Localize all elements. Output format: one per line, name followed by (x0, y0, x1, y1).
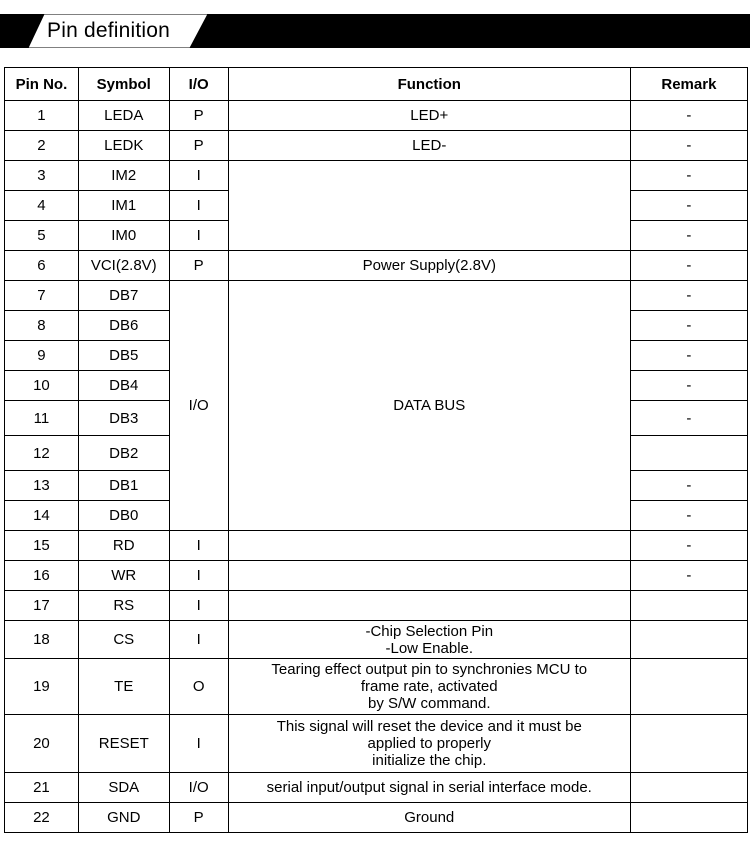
remark: - (630, 371, 747, 401)
remark: - (630, 311, 747, 341)
remark: - (630, 531, 747, 561)
section-title: Pin definition (47, 19, 171, 42)
remark: - (630, 131, 747, 161)
function: Ground (228, 803, 630, 833)
function (228, 591, 630, 621)
remark: - (630, 561, 747, 591)
io: I/O (169, 773, 228, 803)
section-title-bar (0, 14, 750, 48)
remark: - (630, 221, 747, 251)
function: Power Supply(2.8V) (228, 251, 630, 281)
remark: - (630, 191, 747, 221)
remark: - (630, 401, 747, 436)
remark (630, 621, 747, 659)
pin-no: 7 (5, 281, 79, 311)
pin-no: 21 (5, 773, 79, 803)
pin-no: 4 (5, 191, 79, 221)
function: This signal will reset the device and it must be applied to properly initialize the chip. (228, 715, 630, 773)
pin-no: 22 (5, 803, 79, 833)
io: I (169, 561, 228, 591)
table-row (5, 773, 748, 803)
table-row (5, 803, 748, 833)
remark: - (630, 501, 747, 531)
symbol: GND (78, 803, 169, 833)
remark: - (630, 101, 747, 131)
table-row (5, 659, 748, 715)
symbol: IM1 (78, 191, 169, 221)
pin-no: 9 (5, 341, 79, 371)
pin-no: 17 (5, 591, 79, 621)
symbol: DB3 (78, 401, 169, 436)
remark (630, 436, 747, 471)
io: P (169, 131, 228, 161)
io: P (169, 101, 228, 131)
remark: - (630, 251, 747, 281)
symbol: DB1 (78, 471, 169, 501)
io: P (169, 251, 228, 281)
symbol: LEDA (78, 101, 169, 131)
symbol: DB0 (78, 501, 169, 531)
io: P (169, 803, 228, 833)
io: I (169, 715, 228, 773)
remark (630, 659, 747, 715)
function: -Chip Selection Pin -Low Enable. (228, 621, 630, 659)
io: I (169, 621, 228, 659)
function (228, 561, 630, 591)
symbol: RD (78, 531, 169, 561)
header-pin-no: Pin No. (5, 68, 79, 101)
table-row (5, 531, 748, 561)
pin-no: 5 (5, 221, 79, 251)
symbol: WR (78, 561, 169, 591)
pin-no: 13 (5, 471, 79, 501)
remark: - (630, 161, 747, 191)
header-function: Function (228, 68, 630, 101)
table-row (5, 131, 748, 161)
io: I/O (169, 281, 228, 531)
header-io: I/O (169, 68, 228, 101)
header-symbol: Symbol (78, 68, 169, 101)
symbol: RS (78, 591, 169, 621)
symbol: DB2 (78, 436, 169, 471)
function: serial input/output signal in serial interface mode. (228, 773, 630, 803)
function: Tearing effect output pin to synchronies MCU to frame rate, activated by S/W command. (228, 659, 630, 715)
pin-no: 19 (5, 659, 79, 715)
symbol: RESET (78, 715, 169, 773)
pin-no: 20 (5, 715, 79, 773)
pin-no: 10 (5, 371, 79, 401)
remark (630, 715, 747, 773)
function: DATA BUS (228, 281, 630, 531)
function (228, 161, 630, 251)
pin-no: 2 (5, 131, 79, 161)
io: I (169, 591, 228, 621)
remark: - (630, 341, 747, 371)
symbol: VCI(2.8V) (78, 251, 169, 281)
pin-no: 8 (5, 311, 79, 341)
pin-definition-table (4, 67, 748, 833)
table-row (5, 161, 748, 191)
function (228, 531, 630, 561)
pin-no: 3 (5, 161, 79, 191)
table-row (5, 251, 748, 281)
table-header-row (5, 68, 748, 101)
io: O (169, 659, 228, 715)
symbol: DB5 (78, 341, 169, 371)
pin-no: 15 (5, 531, 79, 561)
pin-no: 18 (5, 621, 79, 659)
pin-no: 11 (5, 401, 79, 436)
symbol: DB4 (78, 371, 169, 401)
symbol: LEDK (78, 131, 169, 161)
symbol: IM2 (78, 161, 169, 191)
remark (630, 773, 747, 803)
remark (630, 803, 747, 833)
io: I (169, 531, 228, 561)
remark (630, 591, 747, 621)
pin-no: 6 (5, 251, 79, 281)
pin-no: 14 (5, 501, 79, 531)
remark: - (630, 281, 747, 311)
pin-no: 16 (5, 561, 79, 591)
symbol: SDA (78, 773, 169, 803)
table-row (5, 591, 748, 621)
table-row (5, 281, 748, 311)
function: LED+ (228, 101, 630, 131)
pin-no: 1 (5, 101, 79, 131)
table-row (5, 561, 748, 591)
table-row (5, 621, 748, 659)
symbol: CS (78, 621, 169, 659)
table-row (5, 715, 748, 773)
remark: - (630, 471, 747, 501)
function: LED- (228, 131, 630, 161)
header-remark: Remark (630, 68, 747, 101)
symbol: DB6 (78, 311, 169, 341)
io: I (169, 161, 228, 191)
symbol: IM0 (78, 221, 169, 251)
pin-no: 12 (5, 436, 79, 471)
symbol: DB7 (78, 281, 169, 311)
io: I (169, 221, 228, 251)
io: I (169, 191, 228, 221)
symbol: TE (78, 659, 169, 715)
table-row (5, 101, 748, 131)
